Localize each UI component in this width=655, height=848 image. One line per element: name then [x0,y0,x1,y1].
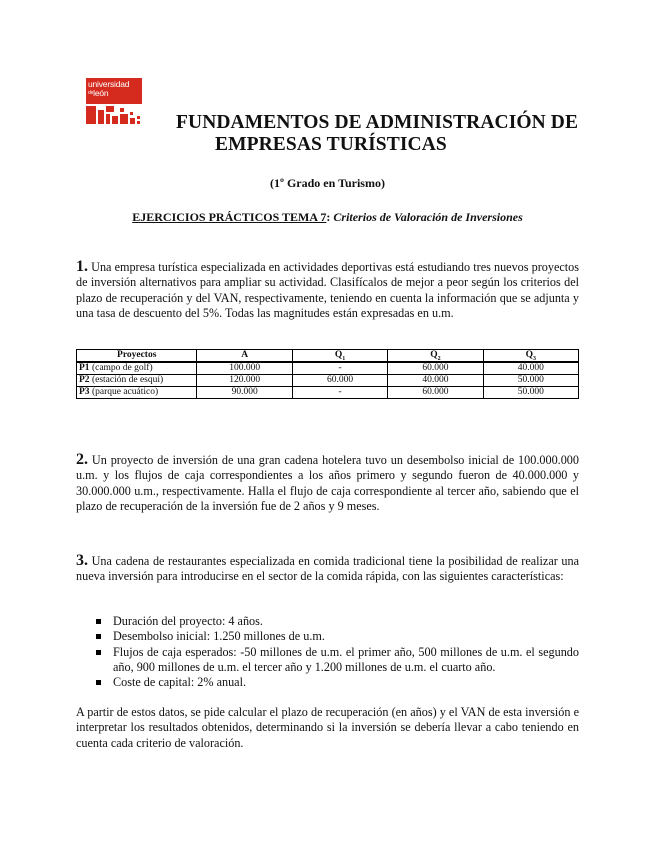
projects-table [76,349,579,399]
exercise-text: Una cadena de restaurantes especializada en comida tradicional tiene la posibilidad de realizar una nueva inversión para introducirse en el sector de la comida rápida, con las siguientes características: [76,554,579,584]
table-header: $Q_2$ [388,350,483,363]
exercise-2 [76,452,579,514]
table-cell: 60.000 [388,362,483,375]
table-header: A [197,350,292,363]
table-cell: 60.000 [292,375,387,387]
logo-pixel [98,110,104,124]
heading-colon: : [326,210,331,224]
table-row [77,375,579,387]
table-cell: - [292,387,387,399]
section-heading [0,210,655,225]
project-cell: P1 (campo de golf) [77,362,197,375]
exercise-3-question: A partir de estos datos, se pide calcular el plazo de recuperación (en años) y el VAN de esta inversión e interpretar los resultados obtenidos, determinando si la inversión se debería llevar a cabo teniendo en cuenta cada criterio de valoración. [76,705,579,750]
logo-line-3: león [93,88,109,98]
heading-topic: Criterios de Valoración de Inversiones [333,210,523,224]
document-title [176,112,606,156]
exercise-number: 3. [76,552,88,569]
list-item: Duración del proyecto: 4 años. [96,614,579,629]
project-cell: P3 (parque acuático) [77,387,197,399]
table-cell: 40.000 [388,375,483,387]
project-cell: P2 (estación de esquí) [77,375,197,387]
list-item: Desembolso inicial: 1.250 millones de u.m. [96,629,579,644]
table-cell: 60.000 [388,387,483,399]
logo-pixel [112,116,118,124]
table-cell: 40.000 [483,362,578,375]
table-header: $Q_3$ [483,350,578,363]
table-cell: 90.000 [197,387,292,399]
logo-pixel [120,108,124,112]
university-logo [86,78,146,126]
exercise-number: 2. [76,451,88,468]
table-header-row [77,350,579,363]
table-row [77,362,579,375]
logo-pixel [130,118,135,124]
table-cell: 50.000 [483,375,578,387]
logo-pixel [130,112,133,115]
logo-pixel [86,106,96,124]
table-header: $Q_1$ [292,350,387,363]
exercise-number: 1. [76,258,88,275]
table-header: Proyectos [77,350,197,363]
logo-pixel [137,121,140,124]
bullet-icon [96,634,101,639]
list-item: Flujos de caja esperados: -50 millones de u.m. el primer año, 500 millones de u.m. el segundo año, 900 millones de u.m. el tercer año y 1.200 millones de u.m. el cuarto año. [96,645,579,676]
table-cell: 100.000 [197,362,292,375]
bullet-icon [96,619,101,624]
logo-pixel [137,116,140,119]
exercise-1 [76,259,579,321]
logo-pixel [106,114,110,124]
heading-prefix: EJERCICIOS PRÁCTICOS TEMA 7 [132,210,327,224]
subtitle: (1º Grado en Turismo) [270,176,385,190]
table-cell: 50.000 [483,387,578,399]
characteristics-list [96,614,579,690]
list-item: Coste de capital: 2% anual. [96,675,579,690]
exercise-text: Un proyecto de inversión de una gran cadena hotelera tuvo un desembolso inicial de 100.000.000 u.m. y los flujos de caja correspondientes a los años primero y segundo fueron de 40.000.000 y 30.000.000 u.m., respectivamente. Halla el flujo de caja correspondiente al tercer año, sabiendo que el plazo de recuperación de la inversión fue de 2 años y 9 meses. [76,453,579,513]
logo-pixel [106,106,114,112]
exercise-3 [76,553,579,585]
table-cell: 120.000 [197,375,292,387]
table-cell: - [292,362,387,375]
logo-line-2: de [88,90,94,96]
table-row [77,387,579,399]
exercise-text: Una empresa turística especializada en actividades deportivas está estudiando tres nuevos proyectos de inversión alternativos para ampliar su actividad. Clasifícalos de mejor a peor según los criterios del plazo de recuperación y del VAN, respectivamente, teniendo en cuenta la información que se adjunta y una tasa de descuento del 5%. Todas las magnitudes están expresadas en u.m. [76,260,580,320]
bullet-icon [96,680,101,685]
logo-pixel [120,114,128,124]
logo-text [88,80,129,98]
logo-line-1: universidad [88,79,130,89]
title-line-1: FUNDAMENTOS DE ADMINISTRACIÓN DE [176,112,579,133]
title-line-2: EMPRESAS TURÍSTICAS [215,134,447,155]
bullet-icon [96,650,101,655]
